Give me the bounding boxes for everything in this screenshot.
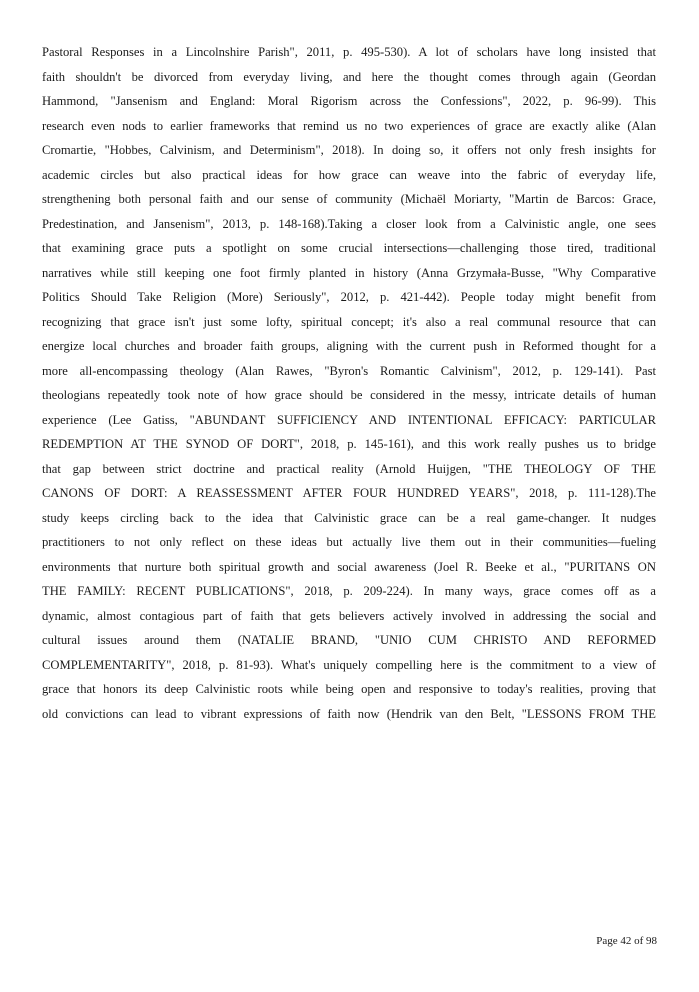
text-line: energize local churches and broader faith groups, aligning with the current push in Reformed thought for a [42, 339, 656, 353]
text-line: faith shouldn't be divorced from everyday living, and here the thought comes through again (Geordan [42, 69, 656, 84]
text-line: cultural issues around them (NATALIE BRAND, "UNIO CUM CHRISTO AND REFORMED [42, 633, 656, 647]
text-line: that examining grace puts a spotlight on some crucial intersections—challenging those tired, traditional [42, 241, 656, 255]
text-line: Cromartie, "Hobbes, Calvinism, and Determinism", 2018). In doing so, it offers not only fresh insights for [42, 143, 656, 157]
text-line: research even nods to earlier frameworks that remind us no two experiences of grace are exactly alike (Alan [42, 118, 656, 133]
text-line: strengthening both personal faith and our sense of community (Michaël Moriarty, "Martin de Barcos: Grace, [42, 192, 656, 206]
text-line: study keeps circling back to the idea that Calvinistic grace can be a real game-changer. It nudges [42, 510, 656, 525]
text-line: narratives while still keeping one foot firmly planted in history (Anna Grzymała-Busse, "Why Comparative [42, 265, 656, 280]
text-line: more all-encompassing theology (Alan Rawes, "Byron's Romantic Calvinism", 2012, p. 129-141). Past [42, 363, 656, 378]
text-line: Politics Should Take Religion (More) Seriously", 2012, p. 421-442). People today might benefit from [42, 290, 656, 304]
text-line: grace that honors its deep Calvinistic roots while being open and responsive to today's realities, proving that [42, 682, 656, 696]
text-line: recognizing that grace isn't just some lofty, spiritual concept; it's also a real communal resource that can [42, 314, 656, 329]
text-line: Pastoral Responses in a Lincolnshire Parish", 2011, p. 495-530). A lot of scholars have long insisted that [42, 45, 656, 59]
text-line: CANONS OF DORT: A REASSESSMENT AFTER FOUR HUNDRED YEARS", 2018, p. 111-128).The [42, 486, 656, 500]
text-line: THE FAMILY: RECENT PUBLICATIONS", 2018, p. 209-224). In many ways, grace comes off as a [42, 584, 656, 598]
text-line: theologians repeatedly took note of how grace should be considered in the messy, intricate details of human [42, 388, 656, 402]
text-line: REDEMPTION AT THE SYNOD OF DORT", 2018, p. 145-161), and this work really pushes us to bridge [42, 437, 656, 451]
text-line: dynamic, almost contagious part of faith that gets believers actively involved in addressing the social and [42, 608, 656, 623]
text-line: Predestination, and Jansenism", 2013, p. 148-168).Taking a closer look from a Calvinistic angle, one sees [42, 216, 656, 231]
text-line: environments that nurture both spiritual growth and social awareness (Joel R. Beeke et al., "PURITANS ON [42, 559, 656, 574]
text-line: Hammond, "Jansenism and England: Moral Rigorism across the Confessions", 2022, p. 96-99). This [42, 94, 656, 108]
text-line: that gap between strict doctrine and practical reality (Arnold Huijgen, "THE THEOLOGY OF THE [42, 461, 656, 476]
text-line: old convictions can lead to vibrant expressions of faith now (Hendrik van den Belt, "LESSONS FROM THE [42, 706, 656, 721]
text-line: practitioners to not only reflect on these ideas but actually live them out in their communities—fueling [42, 535, 656, 549]
text-line: academic circles but also practical ideas for how grace can weave into the fabric of everyday life, [42, 167, 656, 182]
page-number: Page 42 of 98 [596, 935, 657, 947]
text-line: experience (Lee Gatiss, "ABUNDANT SUFFICIENCY AND INTENTIONAL EFFICACY: PARTICULAR [42, 412, 656, 427]
text-line: COMPLEMENTARITY", 2018, p. 81-93). What's uniquely compelling here is the commitment to a view of [42, 657, 656, 672]
body-paragraph [42, 40, 656, 726]
